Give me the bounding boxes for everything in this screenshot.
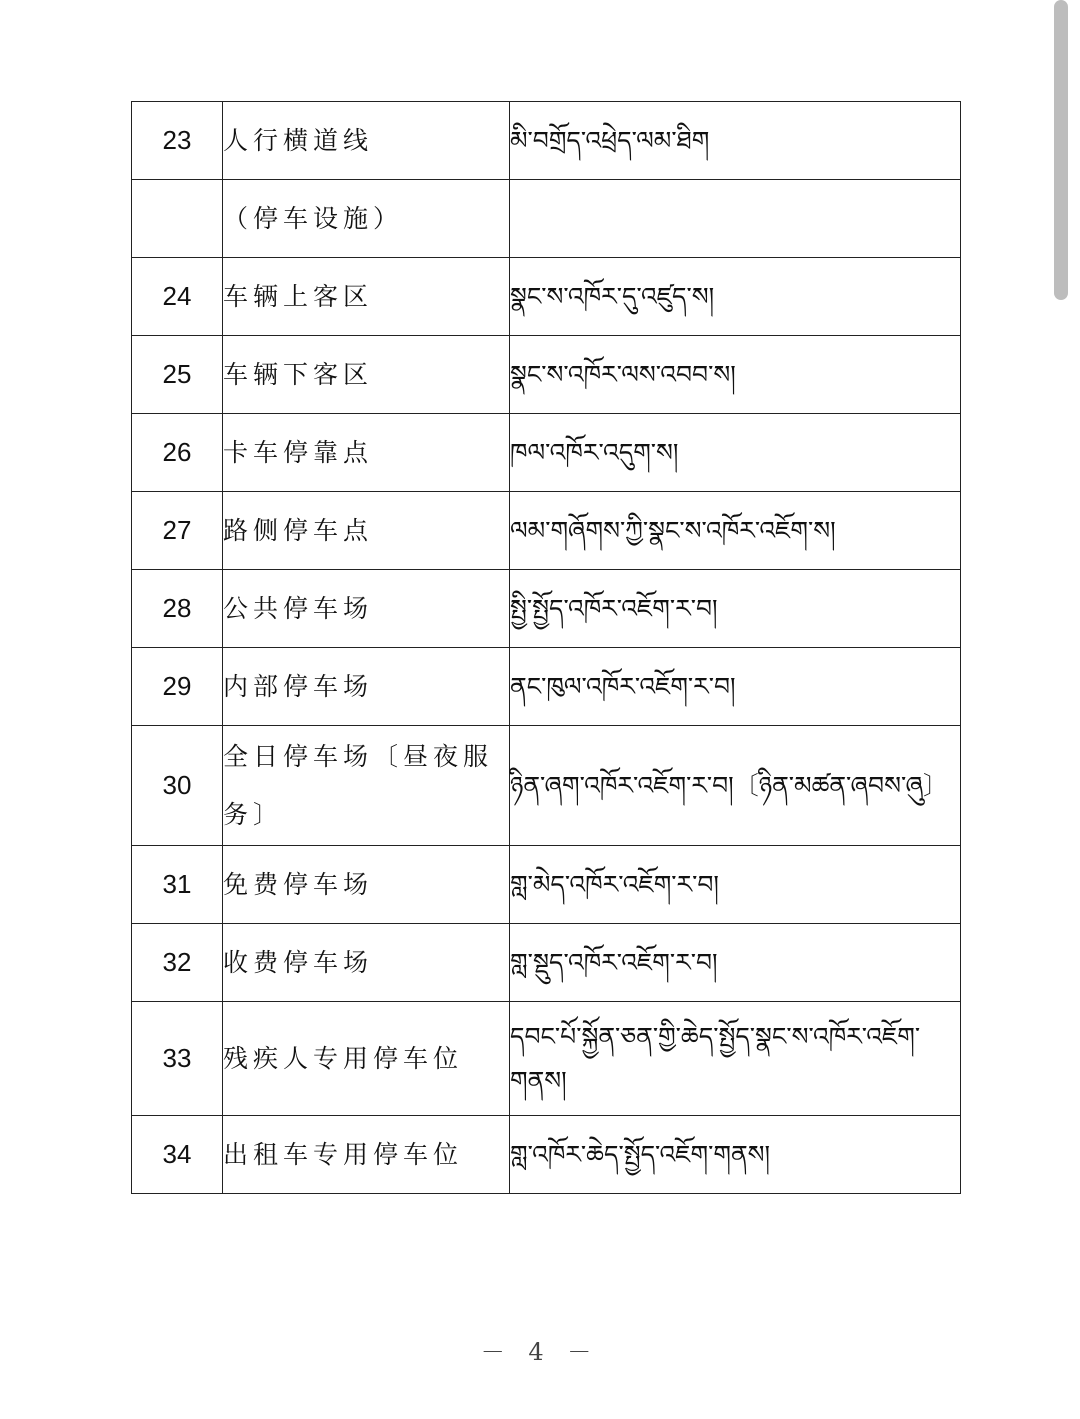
row-number: 29: [132, 648, 223, 726]
page-number: － 4 －: [480, 1338, 600, 1366]
scrollbar[interactable]: [1054, 0, 1068, 300]
table-row: [132, 726, 961, 846]
terms-table: [131, 101, 961, 1194]
row-number: 32: [132, 924, 223, 1002]
row-number: 24: [132, 258, 223, 336]
chinese-term: 车辆上客区: [223, 258, 510, 336]
table-row: [132, 846, 961, 924]
tibetan-term: ལམ་གཞོགས་ཀྱི་སྣང་ས་འཁོར་འཇོག་ས།: [510, 492, 961, 570]
table-row: [132, 492, 961, 570]
table-row: [132, 336, 961, 414]
row-number: 30: [132, 726, 223, 846]
tibetan-term: ཉིན་ཞག་འཁོར་འཇོག་ར་བ།〔ཉིན་མཚན་ཞབས་ཞུ〕: [510, 726, 961, 846]
section-header-row: [132, 180, 961, 258]
chinese-term: 人行横道线: [223, 102, 510, 180]
chinese-term: 卡车停靠点: [223, 414, 510, 492]
chinese-term: 路侧停车点: [223, 492, 510, 570]
table-row: [132, 102, 961, 180]
table-row: [132, 570, 961, 648]
section-title: （停车设施）: [223, 180, 510, 258]
row-number: 26: [132, 414, 223, 492]
tibetan-term: དབང་པོ་སྐྱོན་ཅན་གྱི་ཆེད་སྤྱོད་སྣང་ས་འཁོར་འཇོག་གནས།: [510, 1002, 961, 1116]
chinese-term: 车辆下客区: [223, 336, 510, 414]
table-row: [132, 924, 961, 1002]
chinese-term: 内部停车场: [223, 648, 510, 726]
tibetan-term: ཁལ་འཁོར་འདུག་ས།: [510, 414, 961, 492]
tibetan-term: སྤྱི་སྤྱོད་འཁོར་འཇོག་ར་བ།: [510, 570, 961, 648]
table-row: [132, 1116, 961, 1194]
chinese-term: 免费停车场: [223, 846, 510, 924]
table-row: [132, 414, 961, 492]
chinese-term: 残疾人专用停车位: [223, 1002, 510, 1116]
chinese-term: 出租车专用停车位: [223, 1116, 510, 1194]
row-number: [132, 180, 223, 258]
row-number: 33: [132, 1002, 223, 1116]
row-number: 25: [132, 336, 223, 414]
row-number: 28: [132, 570, 223, 648]
tibetan-term: སྣང་ས་འཁོར་ལས་འབབ་ས།: [510, 336, 961, 414]
tibetan-term: ནང་ཁུལ་འཁོར་འཇོག་ར་བ།: [510, 648, 961, 726]
row-number: 23: [132, 102, 223, 180]
table-row: [132, 648, 961, 726]
tibetan-term: གླ་འཁོར་ཆེད་སྤྱོད་འཇོག་གནས།: [510, 1116, 961, 1194]
tibetan-term: གླ་སྡུད་འཁོར་འཇོག་ར་བ།: [510, 924, 961, 1002]
chinese-term: 全日停车场〔昼夜服务〕: [223, 726, 510, 846]
tibetan-term: སྣང་ས་འཁོར་དུ་འཛུད་ས།: [510, 258, 961, 336]
row-number: 31: [132, 846, 223, 924]
tibetan-term: གླ་མེད་འཁོར་འཇོག་ར་བ།: [510, 846, 961, 924]
row-number: 34: [132, 1116, 223, 1194]
chinese-term: 收费停车场: [223, 924, 510, 1002]
row-number: 27: [132, 492, 223, 570]
table-row: [132, 258, 961, 336]
tibetan-term: མི་བགྲོད་འཕྲེད་ལམ་ཐིག: [510, 102, 961, 180]
tibetan-term: [510, 180, 961, 258]
table-row: [132, 1002, 961, 1116]
chinese-term: 公共停车场: [223, 570, 510, 648]
